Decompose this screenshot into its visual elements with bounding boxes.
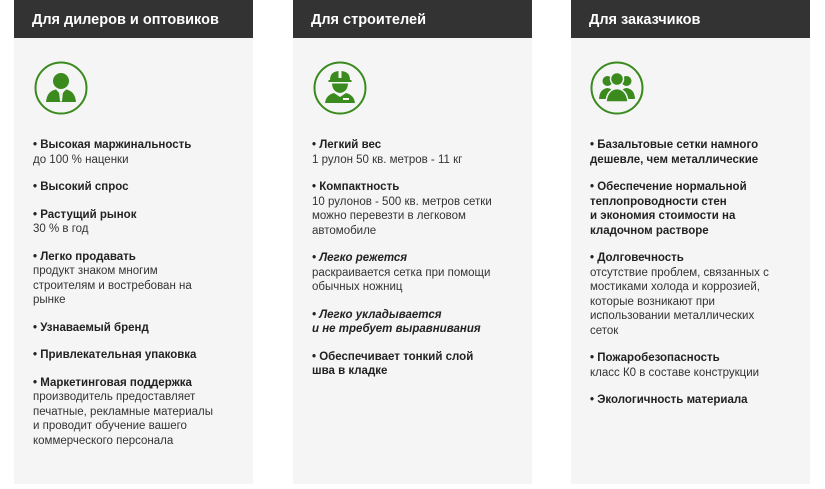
item-desc: до 100 % наценки — [33, 153, 129, 166]
item-title: • Экологичность материала — [590, 394, 748, 406]
item-title: • Легко укладывается и не требует выравнивания — [312, 308, 481, 335]
person-icon — [34, 61, 88, 115]
item-desc: 30 % в год — [33, 223, 89, 235]
item-list — [33, 138, 245, 461]
list-item — [33, 250, 245, 308]
item-title: • Растущий рынок — [33, 208, 137, 221]
list-item — [590, 393, 802, 408]
list-item — [33, 180, 245, 195]
list-item — [33, 208, 245, 237]
list-item — [33, 321, 245, 336]
column-header: Для дилеров и оптовиков — [14, 0, 253, 38]
list-item — [312, 308, 524, 337]
list-item — [33, 138, 245, 167]
item-desc: продукт знаком многим строителям и востребован на рынке — [33, 265, 192, 306]
item-title: • Долговечность — [590, 252, 684, 264]
item-title: • Узнаваемый бренд — [33, 321, 149, 334]
item-list — [590, 138, 802, 421]
list-item — [312, 350, 524, 379]
item-title: • Высокий спрос — [33, 181, 129, 193]
item-title: • Базальтовые сетки намного дешевле, чем металлические — [590, 139, 759, 166]
item-title: • Привлекательная упаковка — [33, 349, 197, 361]
list-item — [312, 180, 524, 238]
list-item — [590, 138, 802, 167]
item-desc: раскраивается сетка при помощи обычных ножниц — [312, 266, 491, 293]
column-dealers — [14, 0, 253, 484]
item-title: • Высокая маржинальность — [33, 139, 192, 151]
list-item — [312, 251, 524, 295]
list-item — [590, 180, 802, 238]
item-desc: производитель предоставляет печатные, рекламные материалы и проводит обучение вашего коммерческого персонала — [33, 391, 213, 447]
item-title: • Маркетинговая поддержка — [33, 376, 192, 389]
item-desc: 10 рулонов - 500 кв. метров сетки можно перевезти в легковом автомобиле — [312, 195, 492, 237]
item-title: • Легкий вес — [312, 139, 382, 151]
item-title: • Пожаробезопасность — [590, 352, 720, 364]
column-builders — [293, 0, 532, 484]
item-title: • Легко режется — [312, 252, 408, 264]
item-list — [312, 138, 524, 392]
item-title: • Компактность — [312, 181, 400, 193]
column-customers — [571, 0, 810, 484]
list-item — [33, 376, 245, 449]
item-desc: класс К0 в составе конструкции — [590, 366, 760, 379]
item-title: • Легко продавать — [33, 250, 136, 263]
list-item — [590, 251, 802, 338]
item-title: • Обеспечение нормальной теплопроводности стен и экономия стоимости на кладочном растворе — [590, 181, 747, 237]
list-item — [33, 348, 245, 363]
builder-helmet-icon — [313, 61, 367, 115]
item-title: • Обеспечивает тонкий слой шва в кладке — [312, 350, 474, 377]
column-header: Для заказчиков — [571, 0, 810, 38]
list-item — [590, 351, 802, 380]
list-item — [312, 138, 524, 167]
item-desc: 1 рулон 50 кв. метров - 11 кг — [312, 153, 463, 166]
column-header: Для строителей — [293, 0, 532, 38]
group-people-icon — [590, 61, 644, 115]
item-desc: отсутствие проблем, связанных с мостиками холода и коррозией, которые возникают при использовании металлических сеток — [590, 266, 769, 337]
